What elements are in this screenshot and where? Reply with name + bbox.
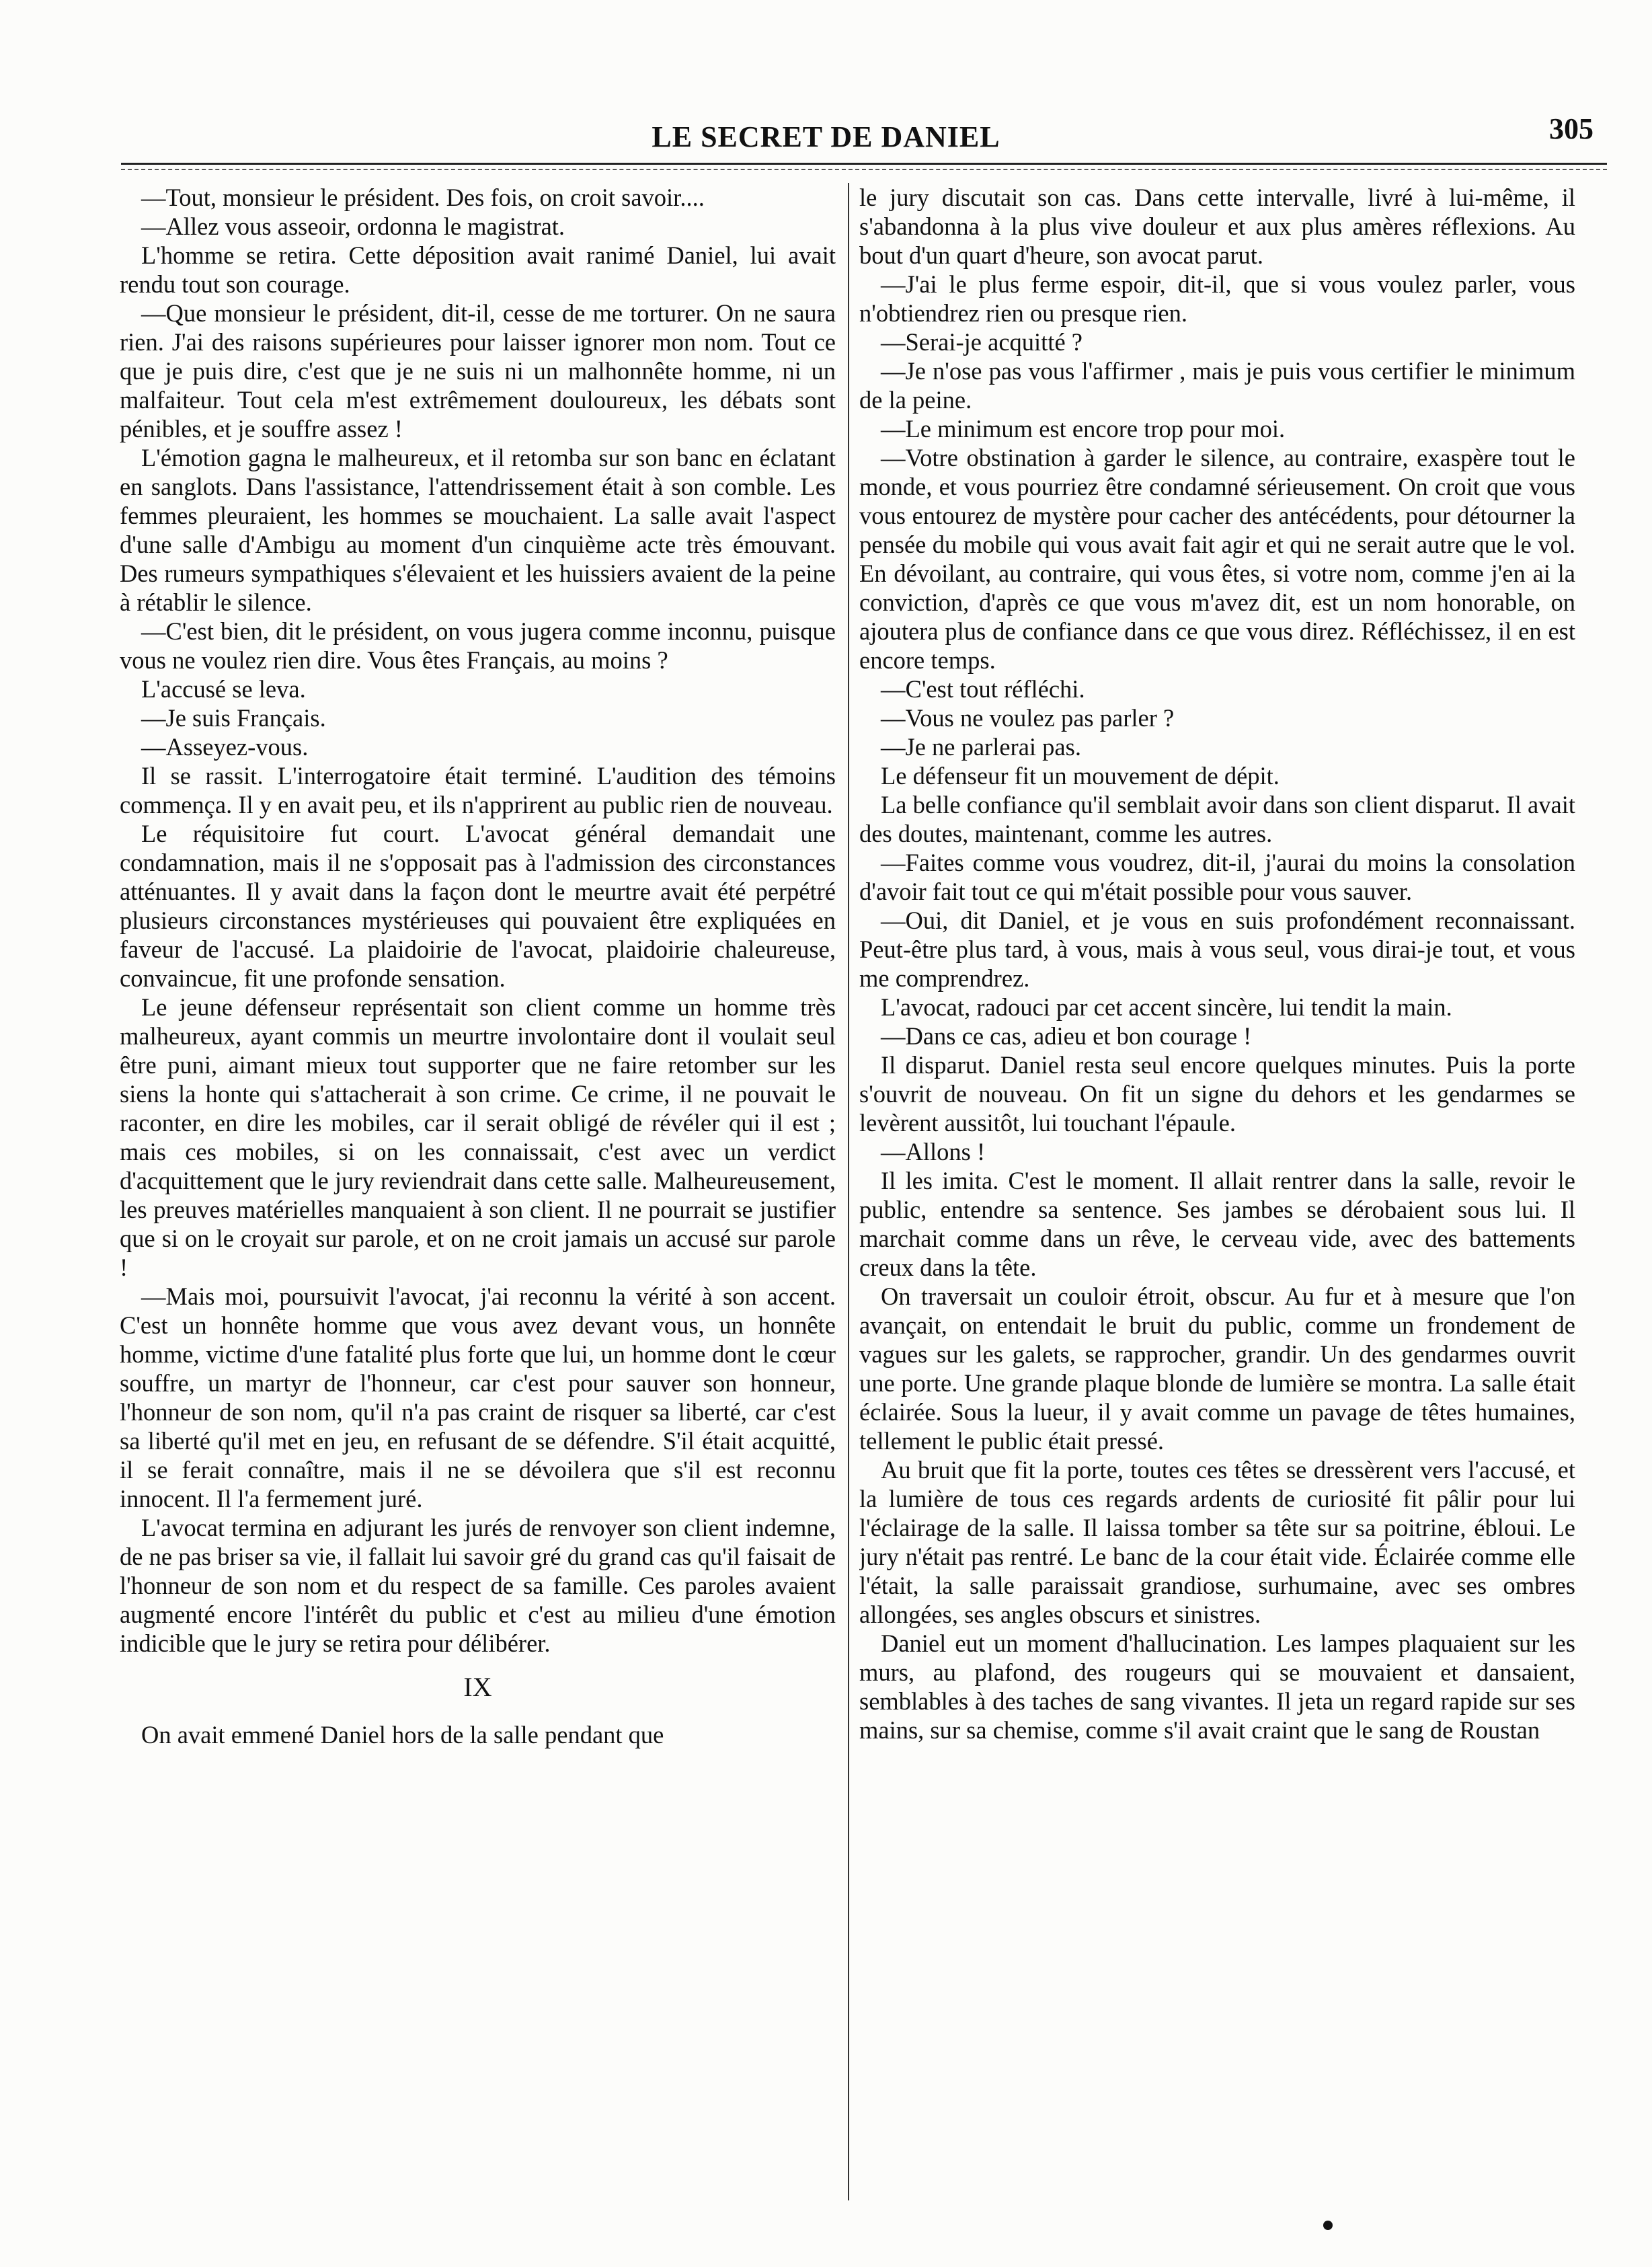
paragraph: On traversait un couloir étroit, obscur. Au fur et à mesure que l'on avançait, on entendait le bruit du public, comme un frondement de vagues sur les galets, se rapprocher, grandir. Un des gendarmes ouvrit une porte. Une grande plaque blonde de lumière se montra. La salle était éclairée. Sous la lueur, il y avait comme un pavage de têtes humaines, tellement le public était pressé. bbox=[859, 1282, 1575, 1455]
paragraph: Il se rassit. L'interrogatoire était terminé. L'audition des témoins commença. Il y en avait peu, et ils n'apprirent au public rien de nouveau. bbox=[120, 762, 836, 818]
paragraph: —Mais moi, poursuivit l'avocat, j'ai reconnu la vérité à son accent. C'est un honnête homme que vous avez devant vous, un honnête homme, victime d'une fatalité plus forte que lui, un homme dont le cœur souffre, un martyr de l'honneur, car c'est pour sauver son honneur, l'honneur de son nom, qu'il n'a pas craint de risquer sa liberté, car c'est sa liberté qu'il met en jeu, en refusant de se défendre. S'il était acquitté, il se ferait connaître, mais il ne se dévoilera que s'il est reconnu innocent. Il l'a fermement juré. bbox=[120, 1282, 836, 1512]
paragraph: L'homme se retira. Cette déposition avait ranimé Daniel, lui avait rendu tout son courage. bbox=[120, 241, 836, 298]
paragraph: —C'est bien, dit le président, on vous jugera comme inconnu, puisque vous ne voulez rien dire. Vous êtes Français, au moins ? bbox=[120, 617, 836, 674]
paragraph: le jury discutait son cas. Dans cette intervalle, livré à lui-même, il s'abandonna à la plus vive douleur et aux plus amères réflexions. Au bout d'un quart d'heure, son avocat parut. bbox=[859, 184, 1575, 269]
paragraph: —Asseyez-vous. bbox=[141, 733, 309, 761]
paragraph: Au bruit que fit la porte, toutes ces têtes se dressèrent vers l'accusé, et la lumière de tous ces regards ardents de curiosité fit pâlir pour lui l'éclairage de la salle. Il laissa tomber sa tête sur sa poitrine, ébloui. Le jury n'était pas rentré. Le banc de la cour était vide. Éclairée comme elle l'était, la salle paraissait grandiose, surhumaine, avec ses ombres allongées, ses angles obscurs et sinistres. bbox=[859, 1456, 1575, 1628]
paragraph: —C'est tout réfléchi. bbox=[881, 675, 1085, 703]
paragraph: Daniel eut un moment d'hallucination. Les lampes plaquaient sur les murs, au plafond, des rougeurs qui se mouvaient et dansaient, semblables à des taches de sang vivantes. Il jeta un regard rapide sur ses mains, sur sa chemise, comme s'il avait craint que le sang de Roustan bbox=[859, 1629, 1575, 1744]
paragraph: —Vous ne voulez pas parler ? bbox=[881, 704, 1175, 732]
paragraph: L'avocat termina en adjurant les jurés de renvoyer son client indemne, de ne pas briser sa vie, il fallait lui savoir gré du grand cas qu'il faisait de l'honneur de son nom et du respect de sa famille. Ces paroles avaient augmenté encore l'intérêt du public et c'est au milieu d'une émotion indicible que le jury se retira pour délibérer. bbox=[120, 1514, 836, 1657]
paragraph: —Serai-je acquitté ? bbox=[881, 328, 1083, 356]
paragraph: —J'ai le plus ferme espoir, dit-il, que si vous voulez parler, vous n'obtiendrez rien ou presque rien. bbox=[859, 270, 1575, 327]
paragraph: —Je n'ose pas vous l'affirmer , mais je puis vous certifier le minimum de la peine. bbox=[859, 357, 1575, 414]
paragraph: On avait emmené Daniel hors de la salle pendant que bbox=[141, 1721, 664, 1749]
paragraph: —Allons ! bbox=[881, 1138, 986, 1165]
paragraph: —Oui, dit Daniel, et je vous en suis profondément reconnaissant. Peut-être plus tard, à vous, mais à vous seul, vous dirai-je tout, et vous me comprendrez. bbox=[859, 907, 1575, 992]
paragraph: —Que monsieur le président, dit-il, cesse de me torturer. On ne saura rien. J'ai des raisons supérieures pour laisser ignorer mon nom. Tout ce que je puis dire, c'est que je ne suis ni un malhonnête homme, ni un malfaiteur. Tout cela m'est extrêmement douloureux, les débats sont pénibles, et je souffre assez ! bbox=[120, 299, 836, 443]
running-title: LE SECRET DE DANIEL bbox=[652, 120, 1000, 153]
paragraph: Il disparut. Daniel resta seul encore quelques minutes. Puis la porte s'ouvrit de nouveau. On fit un signe du dehors et les gendarmes se levèrent aussitôt, lui touchant l'épaule. bbox=[859, 1051, 1575, 1137]
paragraph: —Allez vous asseoir, ordonna le magistrat. bbox=[141, 213, 565, 240]
paragraph: Le réquisitoire fut court. L'avocat général demandait une condamnation, mais il ne s'opposait pas à l'admission des circonstances atténuantes. Il y avait dans la façon dont le meurtre avait été perpétré plusieurs circonstances mystérieuses qui pouvaient être expliquées en faveur de l'accusé. La plaidoirie de l'avocat, plaidoirie chaleureuse, convaincue, fit une profonde sensation. bbox=[120, 820, 836, 992]
ink-dot bbox=[1323, 2221, 1333, 2230]
left-column bbox=[120, 183, 836, 2200]
header-rule-dashed bbox=[121, 169, 1607, 170]
paragraph: Il les imita. C'est le moment. Il allait rentrer dans la salle, revoir le public, entendre sa sentence. Ses jambes se dérobaient sous lui. Il marchait comme dans un rêve, le cerveau vide, avec des battements creux dans la tête. bbox=[859, 1167, 1575, 1281]
paragraph: —Votre obstination à garder le silence, au contraire, exaspère tout le monde, et vous pourriez être condamné sérieusement. On croit que vous vous entourez de mystère pour cacher des antécédents, pour détourner la pensée du mobile qui vous avait fait agir et qui ne serait autre que le vol. En dévoilant, au contraire, qui vous êtes, si votre nom, comme j'en ai la conviction, d'après ce que vous m'avez dit, est un nom honorable, on ajoutera plus de confiance dans ce que vous direz. Réfléchissez, il en est encore temps. bbox=[859, 444, 1575, 674]
paragraph: L'émotion gagna le malheureux, et il retomba sur son banc en éclatant en sanglots. Dans l'assistance, l'attendrissement était à son comble. Les femmes pleuraient, les hommes se mouchaient. La salle avait l'aspect d'une salle d'Ambigu au moment d'un cinquième acte très émouvant. Des rumeurs sympathiques s'élevaient et les huissiers avaient de la peine à rétablir le silence. bbox=[120, 444, 836, 616]
paragraph: —Je suis Français. bbox=[141, 704, 326, 732]
right-column bbox=[859, 183, 1575, 2200]
paragraph: Le défenseur fit un mouvement de dépit. bbox=[881, 762, 1280, 790]
column-separator bbox=[848, 183, 849, 2200]
paragraph: L'avocat, radouci par cet accent sincère, lui tendit la main. bbox=[881, 993, 1452, 1021]
paragraph: —Je ne parlerai pas. bbox=[881, 733, 1081, 761]
page-number: 305 bbox=[1549, 112, 1594, 145]
paragraph: —Faites comme vous voudrez, dit-il, j'aurai du moins la consolation d'avoir fait tout ce qui m'était possible pour vous sauver. bbox=[859, 849, 1575, 905]
chapter-heading: IX bbox=[463, 1672, 492, 1702]
paragraph: Le jeune défenseur représentait son client comme un homme très malheureux, ayant commis un meurtre involontaire dont il voulait seul être puni, aimant mieux tout supporter que ne faire retomber sur les siens la honte qui s'attacherait à son crime. Ce crime, il ne pouvait le raconter, en dire les mobiles, car il serait obligé de révéler qui il est ; mais ces mobiles, si on les connaissait, c'est avec un verdict d'acquittement que le jury reviendrait dans cette salle. Malheureusement, les preuves matérielles manquaient à son client. Il ne pourrait se justifier que si on le croyait sur parole, et on ne croit jamais un accusé sur parole ! bbox=[120, 993, 836, 1281]
paragraph: —Le minimum est encore trop pour moi. bbox=[881, 415, 1286, 443]
header-rule bbox=[121, 163, 1607, 165]
paragraph: —Tout, monsieur le président. Des fois, on croit savoir.... bbox=[141, 184, 705, 211]
paragraph: La belle confiance qu'il semblait avoir dans son client disparut. Il avait des doutes, maintenant, comme les autres. bbox=[859, 791, 1575, 847]
paragraph: L'accusé se leva. bbox=[141, 675, 306, 703]
paragraph: —Dans ce cas, adieu et bon courage ! bbox=[881, 1022, 1252, 1050]
